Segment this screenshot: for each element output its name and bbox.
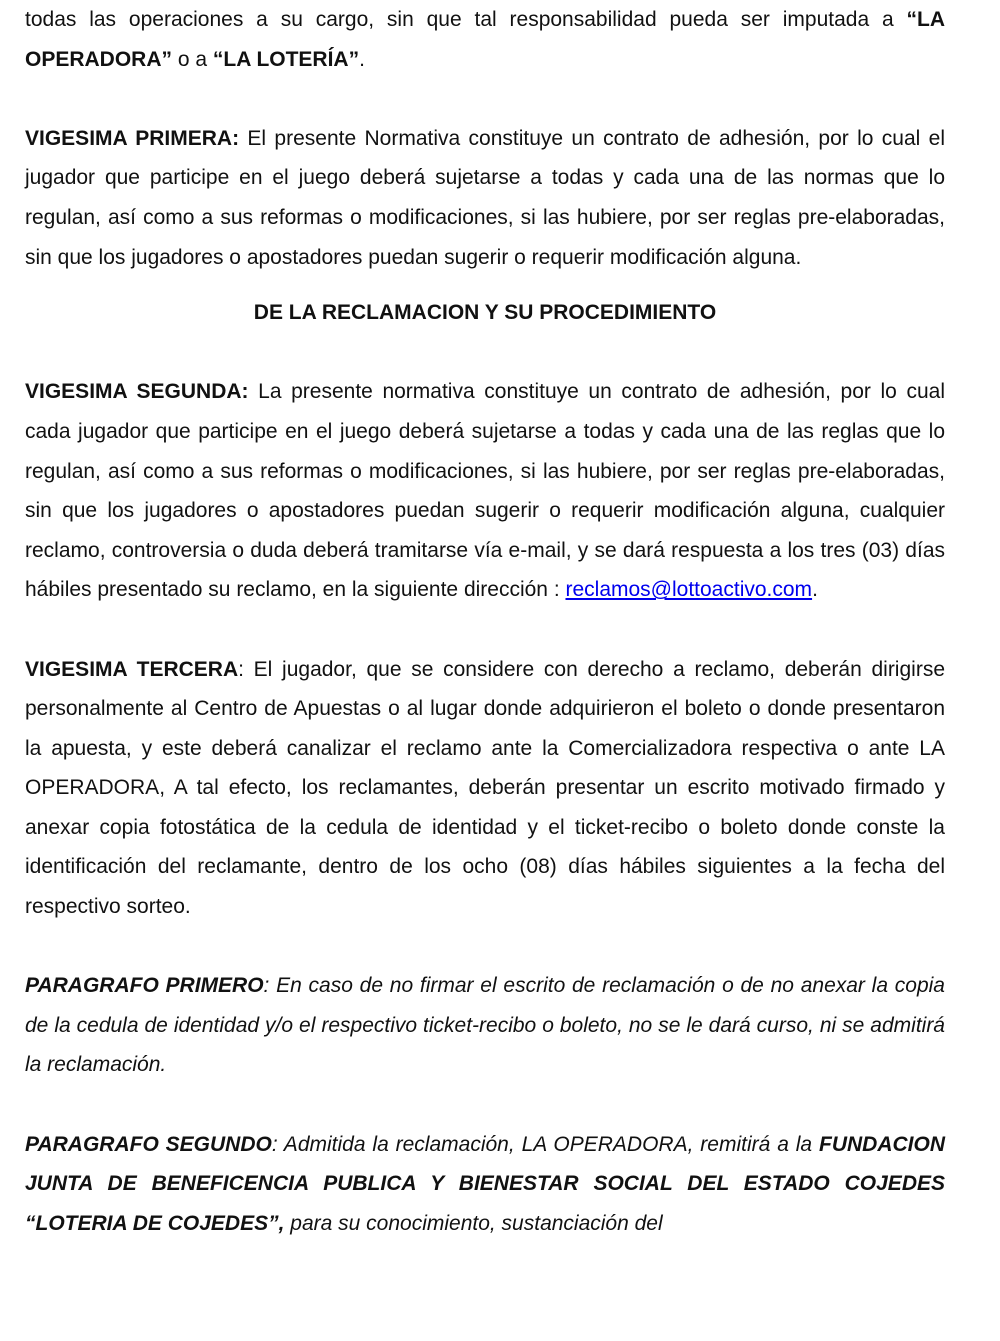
paragrafo-segundo <box>25 1125 945 1244</box>
clause-label: PARAGRAFO SEGUNDO <box>25 1132 272 1156</box>
bold-term-loteria: “LA LOTERÍA” <box>212 47 360 71</box>
paragraph-continuation <box>25 0 945 79</box>
bold-term-operadora: “LA OPERADORA” <box>25 8 945 71</box>
clause-label: VIGESIMA TERCERA <box>25 657 239 681</box>
text: todas las operaciones a su cargo, sin que tal responsabilidad pueda ser imputada a <box>25 8 907 31</box>
email-link[interactable]: reclamos@lottoactivo.com <box>565 578 813 602</box>
clause-label: VIGESIMA PRIMERA: <box>25 126 240 150</box>
text: . <box>359 47 365 71</box>
clause-vigesima-primera <box>25 119 945 277</box>
clause-label: VIGESIMA SEGUNDA: <box>25 380 249 404</box>
clause-text: : Admitida la reclamación, LA OPERADORA, remitirá a la <box>271 1132 820 1156</box>
clause-text: : En caso de no firmar el escrito de reclamación o de no anexar la copia de la cedula de identidad y/o el respectivo ticket-recibo o boleto, no se le dará curso, ni se admitirá la reclamación. <box>25 974 945 1077</box>
clause-text: El presente Normativa constituye un contrato de adhesión, por lo cual el jugador que participe en el juego deberá sujetarse a todas y cada una de las normas que lo regulan, así como a sus reformas o modificaciones, si las hubiere, por ser reglas pre-elaboradas, sin que los jugadores o apostadores puedan sugerir o requerir modificación alguna. <box>25 126 945 269</box>
text: o a <box>172 47 213 71</box>
section-heading: DE LA RECLAMACION Y SU PROCEDIMIENTO <box>253 301 717 325</box>
clause-vigesima-segunda <box>25 372 945 610</box>
clause-text: : El jugador, que se considere con derecho a reclamo, deberán dirigirse personalmente al Centro de Apuestas o al lugar donde adquirieron el boleto o donde presentaron la apuesta, y este deberá canalizar el reclamo ante la Comercializadora respectiva o ante LA OPERADORA, A tal efecto, los reclamantes, deberán presentar un escrito motivado firmado y anexar copia fotostática de la cedula de identidad y el ticket-recibo o boleto donde conste la identificación del reclamante, dentro de los ocho (08) días hábiles siguientes a la fecha del respectivo sorteo. <box>25 657 945 919</box>
bold-entity-name: FUNDACION JUNTA DE BENEFICENCIA PUBLICA Y BIENESTAR SOCIAL DEL ESTADO COJEDES “LOTERIA DE COJEDES”, <box>25 1132 946 1235</box>
clause-vigesima-tercera <box>25 650 945 927</box>
clause-label: PARAGRAFO PRIMERO <box>25 974 264 998</box>
paragrafo-primero <box>25 966 945 1085</box>
clause-text: para su conocimiento, sustanciación del <box>284 1211 663 1235</box>
text: . <box>812 578 818 602</box>
document-page <box>25 0 945 1243</box>
clause-text: La presente normativa constituye un contrato de adhesión, por lo cual cada jugador que participe en el juego deberá sujetarse a todas y cada una de las reglas que lo regulan, así como a sus reformas o modificaciones, si las hubiere, por ser reglas pre-elaboradas, sin que los jugadores o apostadores puedan sugerir o requerir modificación alguna, cualquier reclamo, controversia o duda deberá tramitarse vía e-mail, y se dará respuesta a los tres (03) días hábiles presentado su reclamo, en la siguiente dirección : <box>25 380 945 602</box>
